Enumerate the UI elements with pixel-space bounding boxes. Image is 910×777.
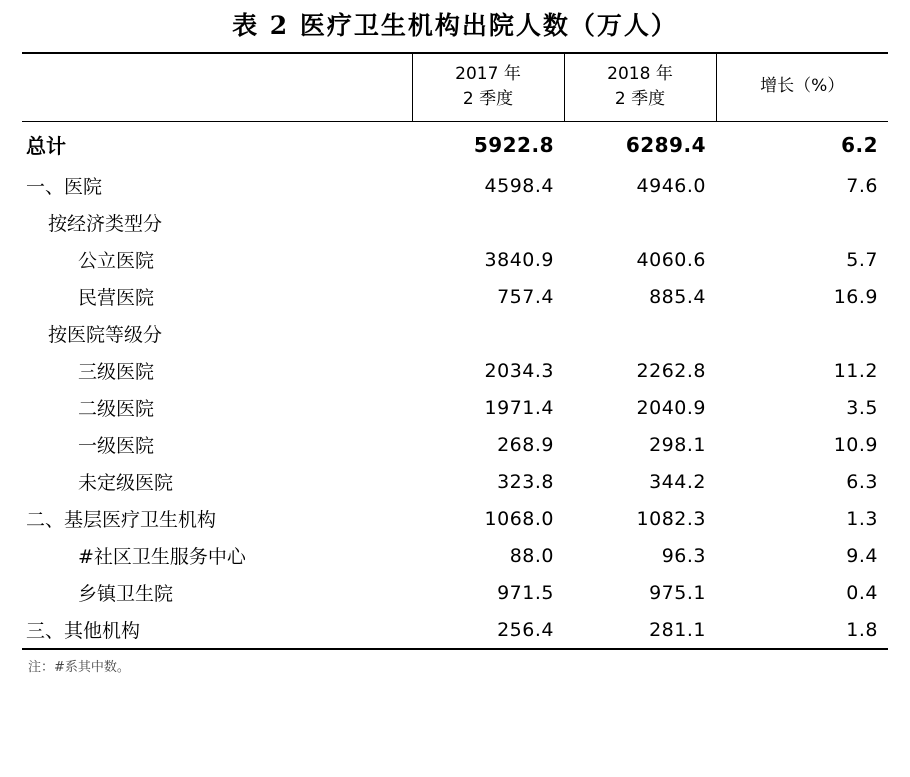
row-value-v2018: 2262.8 — [636, 359, 706, 382]
row-value-v2018 — [564, 204, 716, 241]
table-row — [22, 611, 888, 648]
row-value-v2017 — [412, 204, 564, 241]
row-value-v2017: 88.0 — [509, 544, 554, 567]
row-value-v2017: 4598.4 — [484, 174, 554, 197]
row-label: 总计 — [26, 134, 66, 159]
row-value-v2017: 323.8 — [497, 470, 554, 493]
row-value-v2017: 5922.8 — [473, 132, 554, 157]
row-value-v2017: 757.4 — [497, 285, 554, 308]
table-row — [22, 122, 888, 168]
row-value-growth: 9.4 — [846, 544, 878, 567]
row-value-v2017: 1971.4 — [484, 396, 554, 419]
table-row — [22, 352, 888, 389]
row-value-growth: 6.3 — [846, 470, 878, 493]
table-row — [22, 241, 888, 278]
row-label: 一级医院 — [78, 435, 155, 458]
column-header-2017-line2: 2 季度 — [462, 88, 514, 109]
row-value-v2017: 2034.3 — [484, 359, 554, 382]
row-value-v2017: 3840.9 — [484, 248, 554, 271]
table-row — [22, 167, 888, 204]
row-value-growth: 1.3 — [846, 507, 878, 530]
table-row — [22, 389, 888, 426]
page-title: 表 2 医疗卫生机构出院人数（万人） — [232, 11, 678, 40]
table-row — [22, 500, 888, 537]
row-value-growth — [716, 204, 888, 241]
table-row — [22, 278, 888, 315]
row-value-v2018: 1082.3 — [636, 507, 706, 530]
row-value-growth: 7.6 — [846, 174, 878, 197]
table-body — [22, 122, 888, 649]
row-value-growth: 3.5 — [846, 396, 878, 419]
row-value-growth: 10.9 — [833, 433, 878, 456]
row-value-growth: 11.2 — [833, 359, 878, 382]
row-value-v2017: 1068.0 — [484, 507, 554, 530]
row-value-v2018 — [564, 315, 716, 352]
row-value-v2017: 256.4 — [497, 618, 554, 641]
row-value-v2018: 4946.0 — [636, 174, 706, 197]
row-value-v2018: 4060.6 — [636, 248, 706, 271]
row-value-v2018: 6289.4 — [625, 132, 706, 157]
row-label: 一、医院 — [26, 176, 103, 199]
row-value-growth: 0.4 — [846, 581, 878, 604]
row-label: 公立医院 — [78, 250, 155, 273]
column-header-2017 — [412, 53, 564, 122]
table-row — [22, 463, 888, 500]
column-header-2017-line1: 2017 年 — [455, 64, 521, 84]
row-value-v2018: 281.1 — [649, 618, 706, 641]
row-label: 未定级医院 — [78, 472, 174, 495]
row-label: 民营医院 — [78, 287, 155, 310]
column-header-growth: 增长（%） — [716, 53, 888, 122]
row-value-growth: 1.8 — [846, 618, 878, 641]
row-label: 乡镇卫生院 — [78, 583, 174, 606]
row-label: 二、基层医疗卫生机构 — [26, 509, 217, 532]
row-value-v2018: 975.1 — [649, 581, 706, 604]
row-value-v2017: 268.9 — [497, 433, 554, 456]
row-value-growth: 16.9 — [833, 285, 878, 308]
row-value-growth: 6.2 — [841, 132, 878, 157]
table-header — [22, 53, 888, 122]
statistics-table — [22, 52, 888, 648]
row-label: #社区卫生服务中心 — [78, 546, 246, 569]
row-value-v2018: 2040.9 — [636, 396, 706, 419]
row-value-v2017 — [412, 315, 564, 352]
row-label: 二级医院 — [78, 398, 155, 421]
row-value-growth — [716, 315, 888, 352]
row-value-v2018: 344.2 — [649, 470, 706, 493]
table-row — [22, 315, 888, 352]
column-header-2018-line2: 2 季度 — [614, 88, 666, 109]
row-label: 三级医院 — [78, 361, 155, 384]
table-note: 注：#系其中数。 — [28, 660, 130, 676]
row-value-v2018: 298.1 — [649, 433, 706, 456]
column-header-2018 — [564, 53, 716, 122]
table-row — [22, 204, 888, 241]
table-row — [22, 426, 888, 463]
row-label: 按经济类型分 — [48, 213, 163, 236]
row-value-v2018: 885.4 — [649, 285, 706, 308]
column-header-label — [22, 53, 412, 122]
row-label: 三、其他机构 — [26, 620, 141, 643]
column-header-2018-line1: 2018 年 — [607, 64, 673, 84]
row-value-growth: 5.7 — [846, 248, 878, 271]
row-value-v2018: 96.3 — [661, 544, 706, 567]
row-label: 按医院等级分 — [48, 324, 163, 347]
table-row — [22, 537, 888, 574]
table-row — [22, 574, 888, 611]
row-value-v2017: 971.5 — [497, 581, 554, 604]
